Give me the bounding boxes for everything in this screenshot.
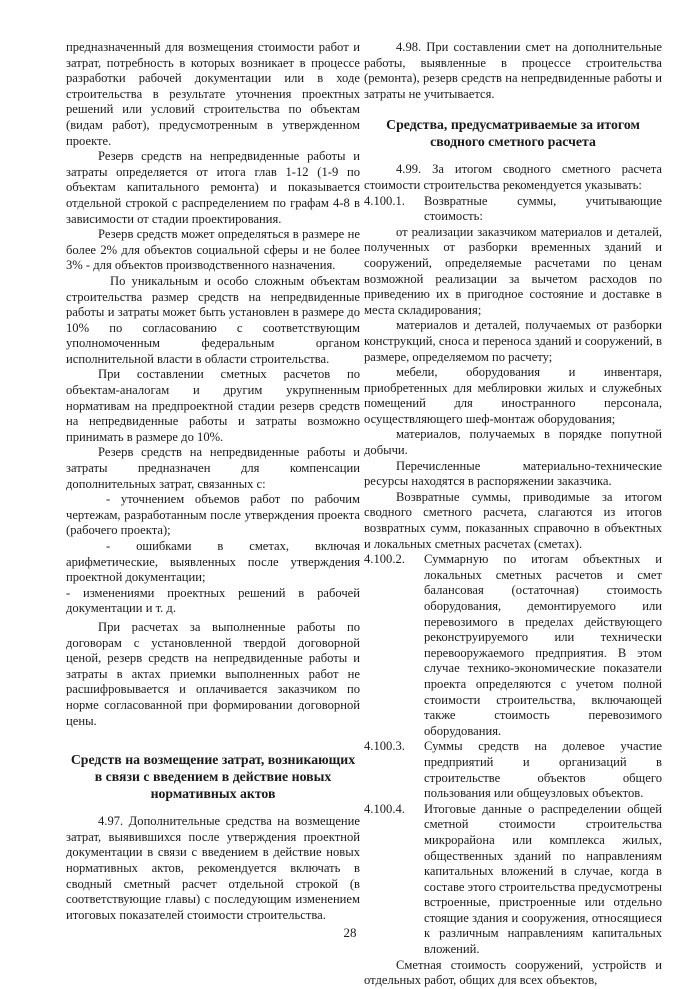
- list-item: - ошибками в сметах, включая арифметические, выявленных после утверждения проектной документации;: [66, 539, 360, 585]
- section-heading: Средств на возмещение затрат, возникающих в связи с введением в действие новых нормативных актов: [70, 752, 356, 802]
- paragraph: Перечисленные материально-технические ресурсы находятся в распоряжении заказчика.: [364, 458, 662, 489]
- paragraph: мебели, оборудования и инвентаря, приобретенных для меблировки жилых и служебных помещений для иностранного персонала, осуществляющего шеф-монтаж оборудования;: [364, 365, 662, 426]
- paragraph: материалов и деталей, получаемых от разборки конструкций, сноса и переноса зданий и сооружений, в размере, определяемом по расчету;: [364, 318, 662, 364]
- paragraph: Резерв средств на непредвиденные работы и затраты предназначен для компенсации дополнительных затрат, связанных с:: [66, 445, 360, 491]
- paragraph: от реализации заказчиком материалов и деталей, полученных от разборки временных зданий и сооружений, определяемые расчетами по ценам возможной реализации за вычетом расходов по приведению их в пригодное состояние и доставке в места складирования;: [364, 224, 662, 317]
- item-text: Возвратные суммы, учитывающие стоимость:: [424, 193, 662, 224]
- item-text: Итоговые данные о распределении общей сметной стоимости строительства микрорайона или комплекса жилых, общественных зданий по направлениям капитальных вложений в случае, когда в составе этого строительства предусмотрены встроенные, пристроенные или отдельно стоящие здания и сооружения, относящиеся к различным направлениям капитальных вложений.: [424, 801, 662, 957]
- item-label: 4.100.2.: [364, 552, 405, 567]
- list-item-4-100-2: [364, 552, 662, 739]
- paragraph: Резерв средств может определяться в размере не более 2% для объектов социальной сферы и не более 3% - для объектов производственного назначения.: [66, 227, 360, 273]
- section-heading: Средства, предусматриваемые за итогом сводного сметного расчета: [386, 117, 640, 150]
- paragraph: предназначенный для возмещения стоимости работ и затрат, потребность в которых возникает в процессе разработки рабочей документации или в ходе строительства в результате уточнения проектных решений или условий строительства по объектам (видам работ), предусмотренным в утвержденном проекте.: [66, 40, 360, 148]
- paragraph-4-99: 4.99. За итогом сводного сметного расчета стоимости строительства рекомендуется указывать:: [364, 162, 662, 192]
- page-number: 28: [343, 925, 357, 940]
- item-text: Суммы средств на долевое участие предприятий и организаций в строительстве объектов общего пользования или общеузловых объектов.: [424, 739, 662, 801]
- list-item-4-100-3: [364, 739, 662, 801]
- list-item: - изменениями проектных решений в рабочей документации и т. д.: [66, 585, 360, 616]
- paragraph: При расчетах за выполненные работы по договорам с установленной твердой договорной ценой, резерв средств на непредвиденные работы и затраты в актах приемки выполненных работ не расшифровывается и оплачивается заказчиком по норме согласованной при формировании договорной цены.: [66, 619, 360, 728]
- paragraph: Сметная стоимость сооружений, устройств и отдельных работ, общих для всех объектов,: [364, 957, 662, 988]
- paragraph-4-97: 4.97. Дополнительные средства на возмещение затрат, выявившихся после утверждения проектной документации в связи с введением в действие новых нормативных актов, рекомендуется включать в сводный сметный расчет отдельной строкой (в соответствующие главы) с последующим изменением итоговых показателей стоимости строительства.: [66, 814, 360, 922]
- list-item-4-100-1: [364, 194, 662, 225]
- item-label: 4.100.1.: [364, 193, 405, 208]
- item-text: Суммарную по итогам объектных и локальных сметных расчетов и смет балансовая (остаточная) стоимость оборудования, демонтируемого или перевозимого в пределах действующего реконструируемого или технически перевооружаемого предприятия. В этом случае технико-экономические показатели проекта определяются с учетом полной стоимости строительства, включающей также стоимость перевозимого оборудования.: [424, 552, 662, 738]
- paragraph: материалов, получаемых в порядке попутной добычи.: [364, 427, 662, 458]
- paragraph: Возвратные суммы, приводимые за итогом сводного сметного расчета, слагаются из итогов возвратных сумм, показанных справочно в объектных и локальных сметных расчетах (сметах).: [364, 489, 662, 551]
- right-column: [364, 40, 662, 989]
- list-item: - уточнением объемов работ по рабочим чертежам, разработанным после утверждения проекта (рабочего проекта);: [66, 492, 360, 538]
- item-label: 4.100.3.: [364, 739, 405, 754]
- left-column: [66, 40, 360, 923]
- paragraph: По уникальным и особо сложным объектам строительства размер средств на непредвиденные работы и затраты может быть установлен в размере до 10% по согласованию с соответствующим уполномоченным федеральным органом исполнительной власти в области строительства.: [66, 273, 360, 366]
- paragraph: При составлении сметных расчетов по объектам-аналогам и другим укрупненным нормативам на предпроектной стадии резерв средств на непредвиденные работы и затраты возможно принимать в размере до 10%.: [66, 367, 360, 444]
- paragraph: Резерв средств на непредвиденные работы и затраты определяется от итога глав 1-12 (1-9 по объектам капитального ремонта) и показывается отдельной строкой с распределением по графам 4-8 в зависимости от стадии проектирования.: [66, 149, 360, 226]
- item-label: 4.100.4.: [364, 801, 405, 816]
- paragraph-4-98: 4.98. При составлении смет на дополнительные работы, выявленные в процессе строительства (ремонта), резерв средств на непредвиденные работы и затраты не учитывается.: [364, 40, 662, 101]
